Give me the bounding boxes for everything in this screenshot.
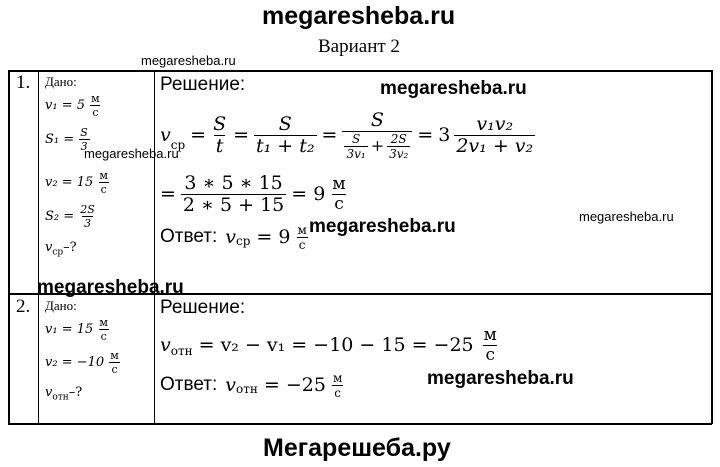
solution-title-1: Решение:: [160, 74, 246, 95]
problem-number-2: 2.: [16, 296, 31, 317]
given-v2-2: v₂ = −10 $\frac{м}{с}$: [45, 349, 119, 376]
given-find-2: $v_{отн}-$?: [45, 385, 83, 403]
given-v2-1: v₂ = 15 $\frac{м}{с}$: [45, 169, 108, 196]
watermark-row2: megaresheba.ru: [427, 368, 574, 389]
watermark-top-small: megaresheba.ru: [141, 53, 236, 68]
watermark-answer-1: megaresheba.ru: [309, 216, 456, 237]
footer-title: Мегарешеба.ру: [263, 434, 451, 462]
given-find-1: $v_{ср}-$?: [45, 240, 77, 258]
given-title-2: Дано:: [45, 298, 77, 313]
solution-1-line-2: = $\frac{3 ∗ 5 ∗ 15}{2 ∗ 5 + 15}$ = 9 $\frac{м}{с}$: [160, 171, 346, 216]
answer-1: Ответ: v $_{ср}$ = 9 $\frac{м}{с}$: [160, 222, 307, 252]
solution-1-line-1: v $_{ср}$ = $\frac{S}{t}$ = $\frac{S}{\text{t₁ + t₂}}$ = S $\frac{S}{\text{3v₁}}$ + $\frac{2S}{\text{3v₂}}$ = 3 $\frac{\text{v₁v₂}}{\text{2v₁ + v₂}}$: [160, 108, 534, 161]
solution-2-line-1: v $_{отн}$ = v₂ − v₁ = −10 − 15 = −25 $\frac{м}{с}$: [160, 324, 497, 365]
given-title-1: Дано:: [45, 74, 77, 89]
solution-title-2: Решение:: [160, 297, 246, 318]
given-v1-2: v₁ = 15 $\frac{м}{с}$: [45, 316, 108, 343]
variant-title: Вариант 2: [318, 36, 400, 57]
given-s2-1: S₂ = $\frac{2S}{3}$: [45, 203, 95, 230]
watermark-row1-bottom: megaresheba.ru: [37, 277, 184, 298]
watermark-given-1: megaresheba.ru: [84, 146, 179, 161]
given-s1-1: S₁ = $\frac{S}{3}$: [45, 126, 88, 153]
answer-2: Ответ: v $_{отн}$ = −25 $\frac{м}{с}$: [160, 370, 343, 400]
watermark-right-1: megaresheba.ru: [579, 209, 674, 224]
problem-number-1: 1.: [16, 72, 31, 93]
watermark-solution-1: megaresheba.ru: [380, 78, 527, 99]
header-watermark: megaresheba.ru: [262, 2, 456, 30]
given-v1-1: v₁ = 5 $\frac{м}{с}$: [45, 92, 100, 119]
